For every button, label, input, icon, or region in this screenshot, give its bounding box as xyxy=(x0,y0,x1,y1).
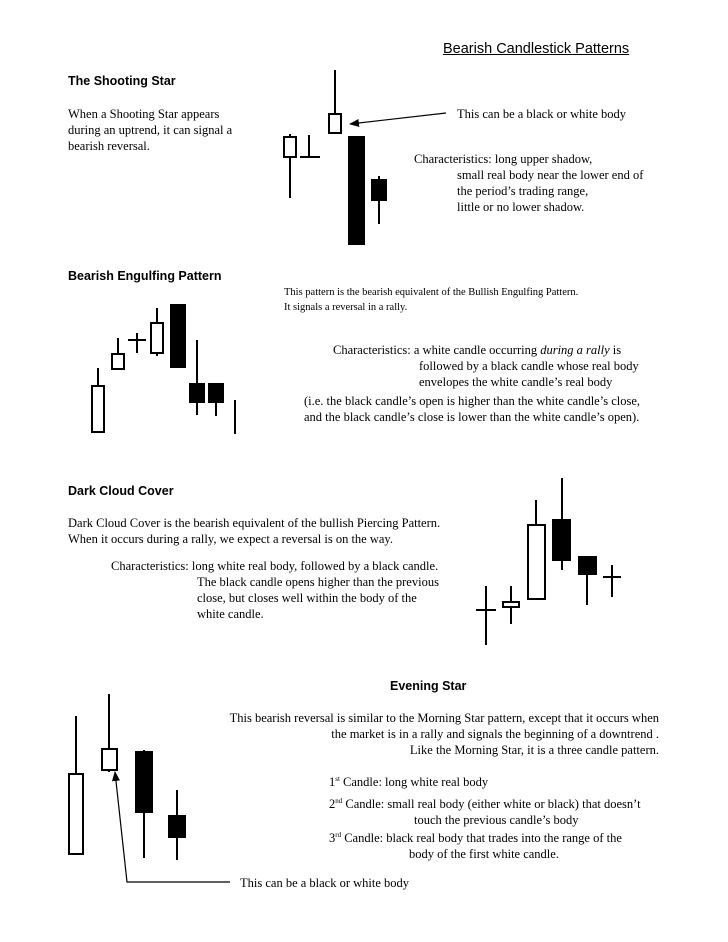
evening-star-candle-1: 1st Candle: long white real body xyxy=(329,774,489,789)
bearish-engulfing-characteristics: Characteristics: a white candle occurring during a rally is followed by a black candle whose real body envelopes the white candle’s real body xyxy=(333,343,639,389)
shooting-star-callout: This can be a black or white body xyxy=(457,107,627,121)
candle-white-1 xyxy=(92,368,104,433)
candle-dark-cloud xyxy=(553,478,570,570)
bearish-engulfing-figure xyxy=(92,305,235,434)
candle-shooting-star xyxy=(329,70,341,133)
candle-white-2 xyxy=(112,338,124,370)
candle-doji xyxy=(300,135,320,157)
bearish-engulfing-clarification: (i.e. the black candle’s open is higher than the white candle’s close, and the black candle’s close is lower than the white candle’s open). xyxy=(304,394,640,424)
page-title: Bearish Candlestick Patterns xyxy=(443,41,630,57)
candle-doji xyxy=(128,333,146,353)
shooting-star-heading: The Shooting Star xyxy=(68,74,176,88)
evening-star-callout: This can be a black or white body xyxy=(240,876,410,890)
candle-black-long xyxy=(136,750,152,858)
candle-black-small xyxy=(579,557,596,605)
candle-black-small xyxy=(372,176,386,224)
candle-doji-1 xyxy=(476,586,496,645)
callout-arrow xyxy=(350,113,446,124)
shooting-star-description: When a Shooting Star appears during an uptrend, it can signal a bearish reversal. xyxy=(68,107,233,153)
candle-white xyxy=(284,134,296,198)
candle-black-long xyxy=(349,137,364,244)
evening-star-figure xyxy=(69,694,230,882)
candle-black-engulfing xyxy=(171,305,185,367)
dark-cloud-heading: Dark Cloud Cover xyxy=(68,484,174,498)
dark-cloud-description: Dark Cloud Cover is the bearish equivalent of the bullish Piercing Pattern. When it occurs during a rally, we expect a reversal is on the way. xyxy=(68,516,441,546)
candle-white-3 xyxy=(151,308,163,356)
bearish-engulfing-note: This pattern is the bearish equivalent of the Bullish Engulfing Pattern. It signals a reversal in a rally. xyxy=(284,287,579,313)
candle-black-small xyxy=(169,790,185,860)
candle-small-white xyxy=(503,586,519,624)
shooting-star-figure xyxy=(284,70,446,244)
candle-black-2 xyxy=(190,340,204,415)
evening-star-candle-2: 2nd Candle: small real body (either white or black) that doesn’t touch the previous candle’s body xyxy=(329,796,641,827)
evening-star-heading: Evening Star xyxy=(390,679,467,693)
candle-long-white xyxy=(69,716,83,855)
candle-star xyxy=(102,694,117,772)
candle-long-white xyxy=(528,500,545,600)
bearish-engulfing-heading: Bearish Engulfing Pattern xyxy=(68,269,222,283)
evening-star-candle-3: 3rd Candle: black real body that trades into the range of the body of the first white candle. xyxy=(329,830,622,861)
shooting-star-characteristics: Characteristics: long upper shadow, small real body near the lower end of the period’s trading range, little or no lower shadow. xyxy=(414,152,644,214)
candle-black-3 xyxy=(209,384,223,416)
candle-doji-2 xyxy=(603,565,621,597)
evening-star-description: This bearish reversal is similar to the Morning Star pattern, except that it occurs when the market is in a rally and signals the beginning of a downtrend . Like the Morning Star, it is a three candle pattern. xyxy=(229,711,659,757)
dark-cloud-characteristics: Characteristics: long white real body, followed by a black candle. The black candle opens higher than the previous close, but closes well within the body of the white candle. xyxy=(111,559,439,621)
dark-cloud-figure xyxy=(476,478,621,645)
